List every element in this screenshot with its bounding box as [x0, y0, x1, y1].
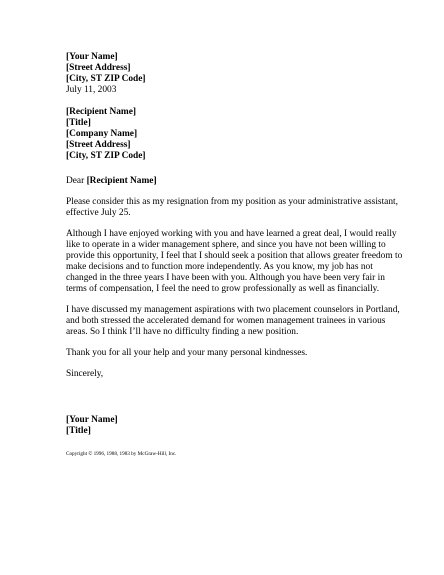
recipient-name: [Recipient Name] — [66, 107, 137, 117]
recipient-street: [Street Address] — [66, 140, 131, 150]
paragraph-line: make decisions and to function more independently. As you know, my job has not — [66, 262, 373, 272]
recipient-city: [City, ST ZIP Code] — [66, 151, 146, 161]
sender-city: [City, ST ZIP Code] — [66, 74, 146, 84]
paragraph-1 — [66, 197, 416, 219]
resignation-letter — [66, 52, 416, 458]
paragraph-line: provide this opportunity, I feel that I should seek a position that allows greater freedom to — [66, 251, 403, 261]
paragraph-line: effective July 25. — [66, 208, 131, 218]
paragraph-line: terms of compensation, I feel the need to grow professionally as well as financially. — [66, 284, 380, 294]
letter-date: July 11, 2003 — [66, 85, 117, 95]
signature-block — [66, 415, 416, 437]
sender-address-block — [66, 52, 416, 96]
paragraph-line: Please consider this as my resignation from my position as your administrative assistant, — [66, 197, 398, 207]
paragraph-line: Thank you for all your help and your many personal kindnesses. — [66, 348, 308, 358]
recipient-title: [Title] — [66, 118, 91, 128]
recipient-company: [Company Name] — [66, 129, 138, 139]
paragraph-3 — [66, 305, 416, 338]
recipient-address-block — [66, 107, 416, 162]
paragraph-line: and both stressed the accelerated demand for women management trainees in various — [66, 316, 386, 326]
salutation — [66, 176, 416, 187]
paragraph-line: changed in the three years I have been with you. Although you have been very fair in — [66, 273, 385, 283]
sender-street: [Street Address] — [66, 63, 131, 73]
closing-text: Sincerely, — [66, 369, 104, 379]
paragraph-line: Although I have enjoyed working with you and have learned a great deal, I would really — [66, 229, 397, 239]
signature-title: [Title] — [66, 426, 91, 436]
paragraph-line: like to operate in a wider management sphere, and since you have not been willing to — [66, 240, 386, 250]
closing — [66, 369, 416, 380]
salutation-name: [Recipient Name] — [86, 176, 157, 186]
signature-name: [Your Name] — [66, 415, 118, 425]
sender-name: [Your Name] — [66, 52, 118, 62]
paragraph-line: I have discussed my management aspirations with two placement counselors in Portland, — [66, 305, 400, 315]
copyright-notice: Copyright © 1996, 1988, 1983 by McGraw-Hill, Inc. — [66, 451, 177, 457]
paragraph-line: areas. So I think I’ll have no difficulty finding a new position. — [66, 327, 299, 337]
salutation-prefix: Dear — [66, 176, 87, 186]
paragraph-2 — [66, 229, 416, 295]
paragraph-4 — [66, 348, 416, 359]
